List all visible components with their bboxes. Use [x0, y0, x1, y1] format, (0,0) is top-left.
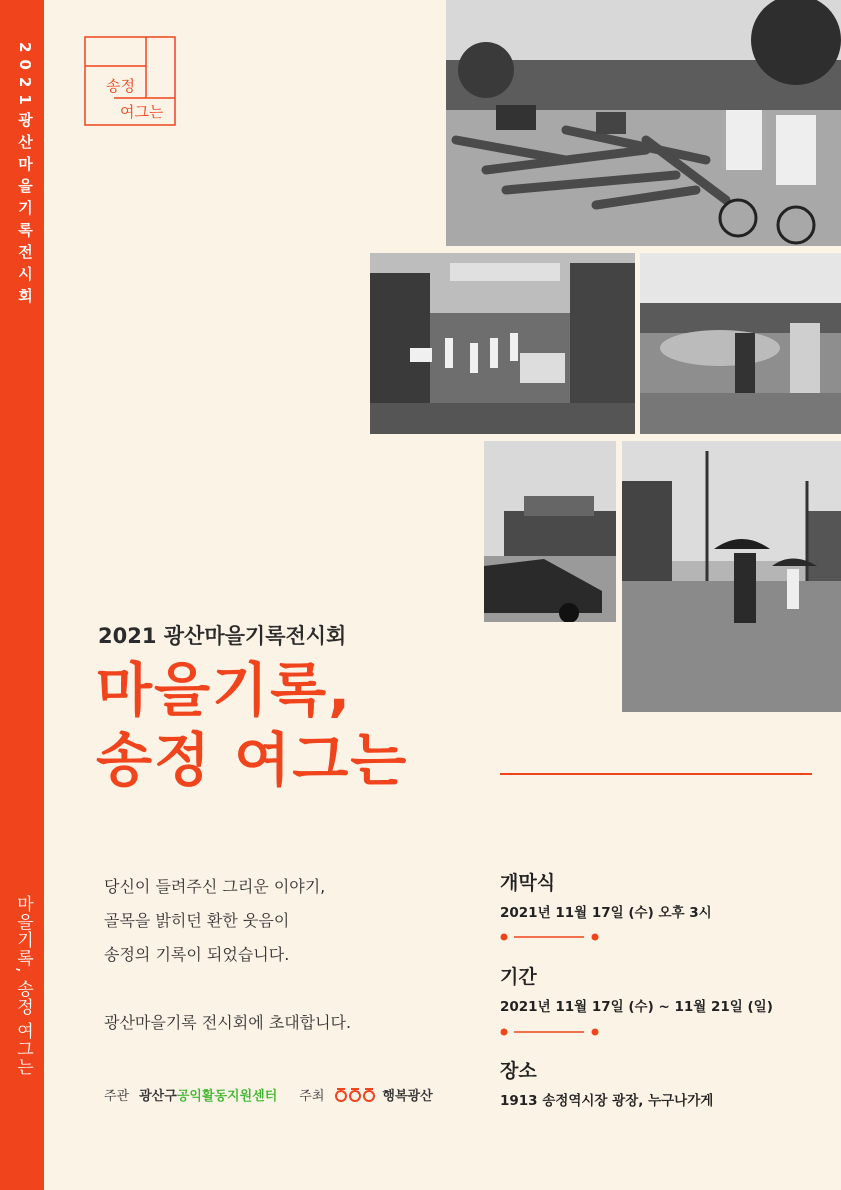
invitation-line: 골목을 밝히던 환한 웃음이 — [104, 911, 290, 930]
headline-line1: 마을기록, — [96, 656, 353, 724]
invitation-line: 당신이 들려주신 그리운 이야기, — [104, 877, 326, 896]
event-period-detail: 2021년 11월 17일 (수) ~ 11월 21일 (일) — [500, 999, 773, 1015]
logo-text-line1: 송정 — [106, 77, 135, 95]
exhibition-headline — [96, 655, 408, 795]
event-venue-heading: 장소 — [500, 1060, 537, 1082]
organizer-name-b: 공익활동지원센터 — [176, 1089, 278, 1104]
organizer-label: 주관 — [104, 1089, 130, 1104]
event-venue — [500, 1056, 713, 1109]
logo-text-line2: 여그는 — [120, 103, 164, 121]
exhibition-logo — [84, 36, 176, 126]
organizer-name-a: 광산구 — [139, 1089, 177, 1104]
sponsor-name: 행복광산 — [382, 1089, 433, 1104]
invitation-line: 광산마을기록 전시회에 초대합니다. — [104, 1013, 352, 1032]
headline-line2: 송정 여그는 — [96, 726, 409, 794]
event-opening — [500, 868, 712, 921]
archive-photo-market — [640, 253, 841, 434]
sidebar-bottom-text: 마을기록, 송정 여그는 — [13, 895, 33, 1077]
sponsor-logo-icon — [334, 1087, 378, 1103]
event-opening-detail: 2021년 11월 17일 (수) 오후 3시 — [500, 905, 712, 921]
dot-divider — [500, 1027, 600, 1037]
event-opening-heading: 개막식 — [500, 872, 556, 894]
exhibition-subtitle: 2021 광산마을기록전시회 — [98, 624, 347, 648]
sidebar-top-text: 2021광산마을기록전시회 — [16, 42, 34, 310]
dot-divider — [500, 932, 600, 942]
sponsor-label: 주최 — [299, 1089, 325, 1104]
headline-divider — [500, 773, 812, 775]
event-venue-detail: 1913 송정역시장 광장, 누구나가게 — [500, 1093, 714, 1109]
invitation-line: 송정의 기록이 되었습니다. — [104, 945, 290, 964]
host-credits — [104, 1085, 433, 1104]
archive-photo-logs-road — [446, 0, 841, 246]
event-period-heading: 기간 — [500, 966, 537, 988]
invitation-text — [104, 870, 351, 1040]
sidebar-band — [0, 0, 44, 1190]
archive-photo-station-car — [484, 441, 616, 622]
archive-photo-flood-street — [622, 441, 841, 712]
event-period — [500, 962, 773, 1015]
invitation-line — [104, 972, 351, 1006]
archive-photo-parade — [370, 253, 635, 434]
